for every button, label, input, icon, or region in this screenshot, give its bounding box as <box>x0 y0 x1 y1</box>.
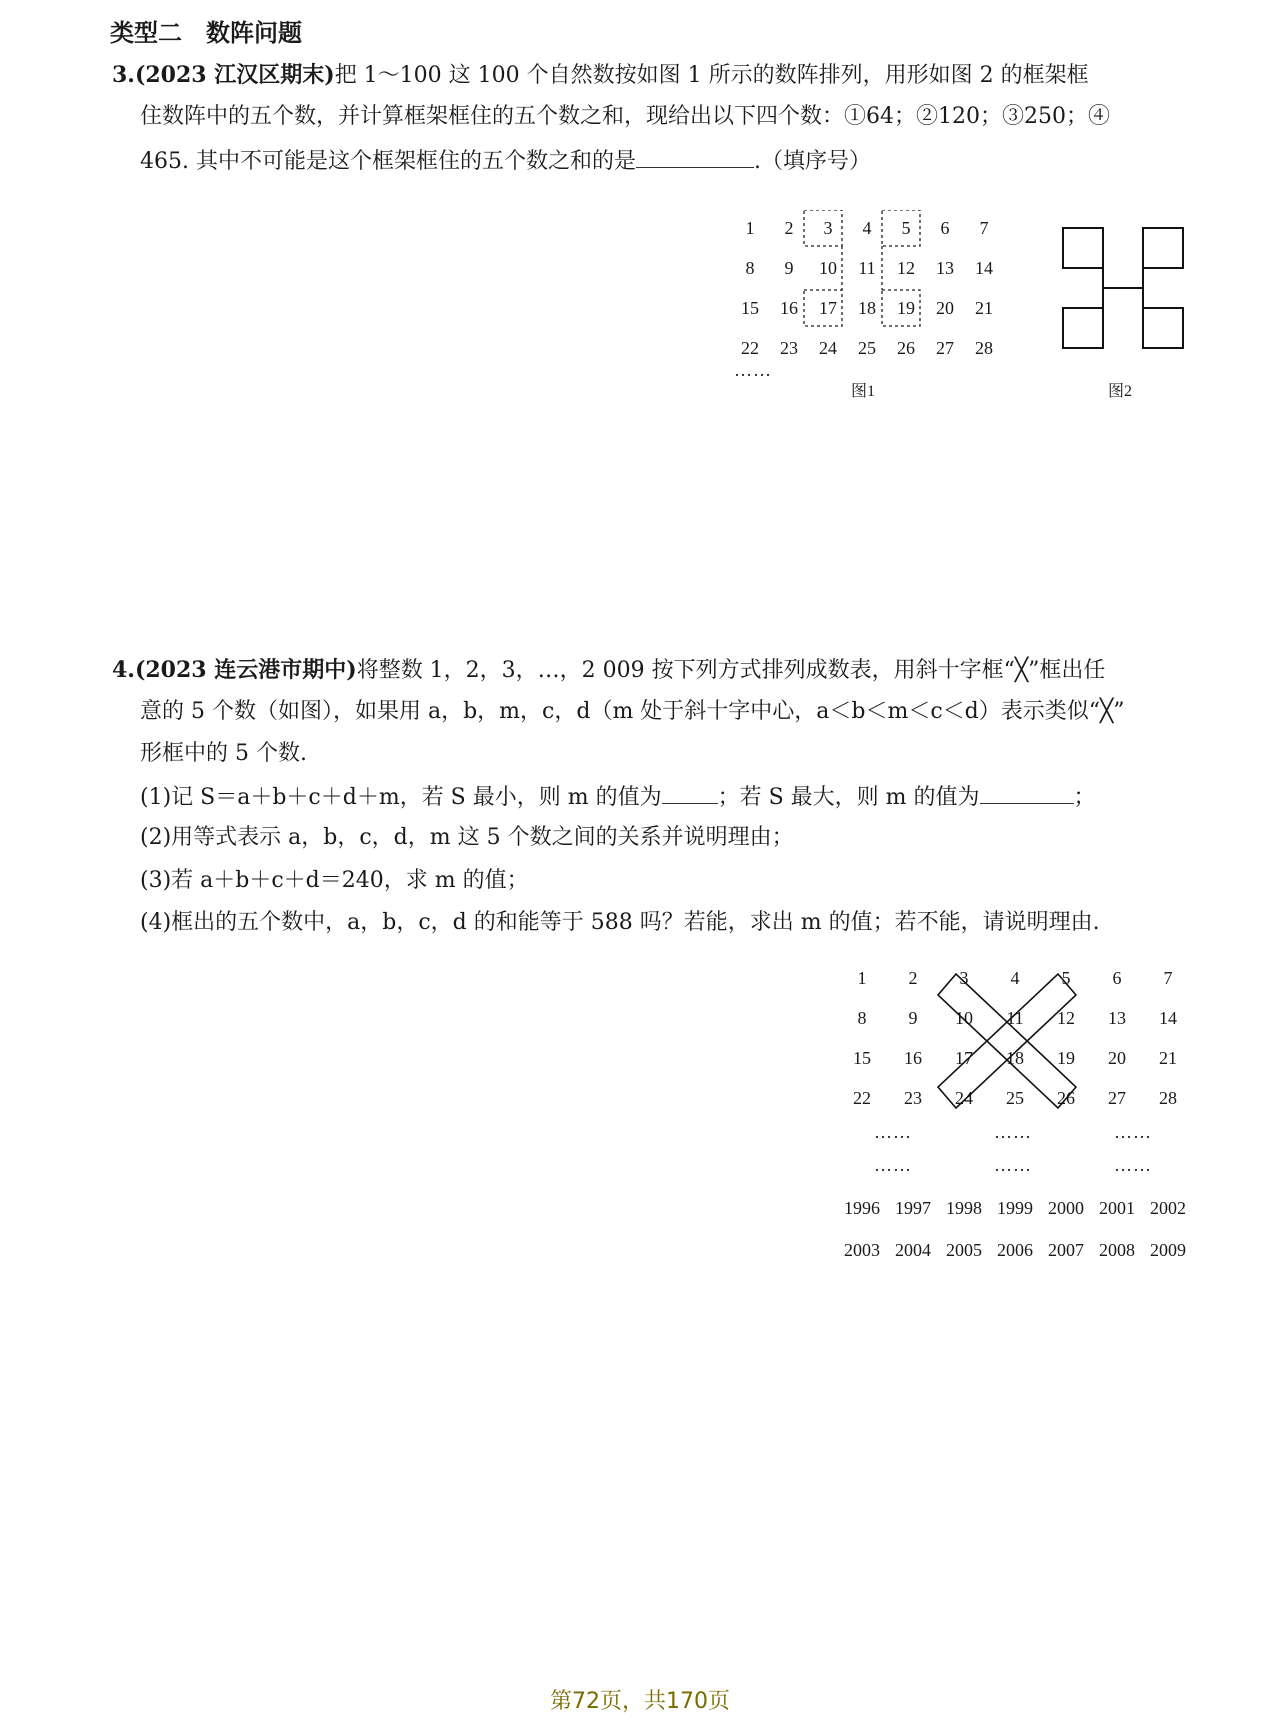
q4-line-1 <box>112 655 1105 686</box>
fig1-cell: 5 <box>901 218 911 238</box>
table-cell: 9 <box>908 1008 918 1028</box>
q3-line-1 <box>112 60 1089 91</box>
q4-source: (2023 连云港市期中) <box>134 657 357 683</box>
table-cell: 26 <box>1057 1088 1075 1108</box>
table-cell: 11 <box>1006 1008 1024 1028</box>
q4-cross-diagonal-1 <box>938 974 1076 1108</box>
q4-part-1c: ； <box>1073 785 1096 810</box>
table-cell: 3 <box>959 968 969 988</box>
fig1-cell: 22 <box>741 338 759 358</box>
page-footer: 第72页，共170页 <box>550 1689 730 1714</box>
table-cell: 18 <box>1006 1048 1024 1068</box>
q3-line-3 <box>140 145 871 177</box>
fig1-cell: 1 <box>745 218 755 238</box>
q3-number: 3. <box>112 62 135 88</box>
table-cell: 21 <box>1159 1048 1177 1068</box>
fig1-frame-cell-3 <box>804 210 842 246</box>
q3-text-1: 把 1～100 这 100 个自然数按如图 1 所示的数阵排列，用形如图 2 的框架框 <box>334 63 1089 88</box>
table-cell-bottom: 2000 <box>1048 1198 1084 1218</box>
q3-figure-2 <box>1060 225 1188 353</box>
table-cell-bottom: 2009 <box>1150 1240 1186 1260</box>
table-cell-bottom: 2007 <box>1048 1240 1084 1260</box>
fig1-cell: 27 <box>936 338 954 358</box>
fig1-cell: 26 <box>897 338 915 358</box>
table-cell: 28 <box>1159 1088 1177 1108</box>
fig1-cell: 13 <box>936 258 954 278</box>
table-cell: 19 <box>1057 1048 1075 1068</box>
q4-part-3: (3)若 a＋b＋c＋d＝240，求 m 的值； <box>140 868 529 893</box>
fig1-cell: 19 <box>897 298 915 318</box>
table-cell: 7 <box>1163 968 1173 988</box>
table-cell-bottom: 1999 <box>997 1198 1033 1218</box>
q4-cross-diagonal-2 <box>938 974 1076 1108</box>
fig1-cell: 11 <box>858 258 876 278</box>
q4-line-3: 形框中的 5 个数. <box>140 741 307 766</box>
table-cell: 5 <box>1061 968 1071 988</box>
fig1-frame-cell-19 <box>882 290 920 326</box>
table-cell: 6 <box>1112 968 1122 988</box>
fig1-cell: 18 <box>858 298 876 318</box>
table-cell: 2 <box>908 968 918 988</box>
fig1-cell: 8 <box>745 258 755 278</box>
fig1-cell: 28 <box>975 338 993 358</box>
fig1-cell: 12 <box>897 258 915 278</box>
table-cell-bottom: 2005 <box>946 1240 982 1260</box>
q4-ellipsis-2a: …… <box>874 1155 912 1175</box>
fig1-cell: 15 <box>741 298 759 318</box>
q4-part-1 <box>140 781 1096 813</box>
table-cell: 12 <box>1057 1008 1075 1028</box>
q4-part-1b: ；若 S 最大，则 m 的值为 <box>717 785 980 810</box>
table-cell: 16 <box>904 1048 922 1068</box>
section-title: 类型二 数阵问题 <box>110 19 302 47</box>
table-cell: 20 <box>1108 1048 1126 1068</box>
q4-max-blank[interactable] <box>980 781 1074 804</box>
fig1-frame-cell-17 <box>804 290 842 326</box>
fig1-cell: 7 <box>979 218 989 238</box>
table-cell: 27 <box>1108 1088 1126 1108</box>
q3-source: (2023 江汉区期末) <box>134 62 335 88</box>
fig1-frame-cell-5 <box>882 210 920 246</box>
table-cell-bottom: 1997 <box>895 1198 931 1218</box>
table-cell: 10 <box>955 1008 973 1028</box>
fig1-cell: 23 <box>780 338 798 358</box>
fig1-cell: 10 <box>819 258 837 278</box>
table-cell-bottom: 2001 <box>1099 1198 1135 1218</box>
fig1-cell: 3 <box>823 218 833 238</box>
table-cell: 1 <box>857 968 867 988</box>
q3-answer-blank[interactable] <box>636 145 754 168</box>
q3-line-2: 住数阵中的五个数，并计算框架框住的五个数之和，现给出以下四个数：①64；②120；③250；④ <box>140 104 1110 129</box>
table-cell: 14 <box>1159 1008 1177 1028</box>
q3-text-3a: 465. 其中不可能是这个框架框住的五个数之和的是 <box>140 149 636 174</box>
q4-part-2: (2)用等式表示 a，b，c，d，m 这 5 个数之间的关系并说明理由； <box>140 825 794 850</box>
table-cell: 22 <box>853 1088 871 1108</box>
fig1-ellipsis: …… <box>734 360 772 380</box>
table-cell: 24 <box>955 1088 973 1108</box>
q4-part-4: (4)框出的五个数中，a，b，c，d 的和能等于 588 吗？若能，求出 m 的值；若不能，请说明理由. <box>140 910 1100 935</box>
q4-line-2: 意的 5 个数（如图），如果用 a，b，m，c，d（m 处于斜十字中心，a＜b＜m＜c＜d）表示类似“╳” <box>140 699 1125 724</box>
table-cell: 17 <box>955 1048 973 1068</box>
table-cell-bottom: 1998 <box>946 1198 982 1218</box>
table-cell: 13 <box>1108 1008 1126 1028</box>
fig1-label: 图1 <box>851 383 876 400</box>
q3-text-3b: .（填序号） <box>753 149 871 174</box>
fig1-cell: 21 <box>975 298 993 318</box>
table-cell-bottom: 2004 <box>895 1240 931 1260</box>
fig1-cell: 4 <box>862 218 872 238</box>
table-cell-bottom: 2002 <box>1150 1198 1186 1218</box>
table-cell: 8 <box>857 1008 867 1028</box>
fig1-cell: 17 <box>819 298 837 318</box>
fig1-cell: 20 <box>936 298 954 318</box>
table-cell-bottom: 2003 <box>844 1240 880 1260</box>
fig1-cell: 9 <box>784 258 794 278</box>
fig1-cell: 25 <box>858 338 876 358</box>
fig1-cell: 2 <box>784 218 794 238</box>
q4-ellipsis-1b: …… <box>994 1122 1032 1142</box>
fig1-cell: 14 <box>975 258 993 278</box>
table-cell-bottom: 1996 <box>844 1198 880 1218</box>
q4-text-1: 将整数 1，2，3，…，2 009 按下列方式排列成数表，用斜十字框“╳”框出任 <box>356 658 1106 683</box>
q4-ellipsis-2b: …… <box>994 1155 1032 1175</box>
q4-ellipsis-1a: …… <box>874 1122 912 1142</box>
fig1-cell: 6 <box>940 218 950 238</box>
fig2-label: 图2 <box>1108 383 1133 400</box>
table-cell: 23 <box>904 1088 922 1108</box>
q4-min-blank[interactable] <box>662 781 718 804</box>
table-cell: 25 <box>1006 1088 1024 1108</box>
fig1-cell: 24 <box>819 338 837 358</box>
table-cell: 15 <box>853 1048 871 1068</box>
q4-cross-frame <box>836 962 1196 1132</box>
q4-number: 4. <box>112 657 135 683</box>
table-cell: 4 <box>1010 968 1020 988</box>
fig1-frame-overlay <box>730 210 1030 340</box>
q4-ellipsis-1c: …… <box>1114 1122 1152 1142</box>
fig1-cell: 16 <box>780 298 798 318</box>
q4-ellipsis-2c: …… <box>1114 1155 1152 1175</box>
table-cell-bottom: 2006 <box>997 1240 1033 1260</box>
table-cell-bottom: 2008 <box>1099 1240 1135 1260</box>
q4-part-1a: (1)记 S＝a＋b＋c＋d＋m，若 S 最小，则 m 的值为 <box>140 785 662 810</box>
